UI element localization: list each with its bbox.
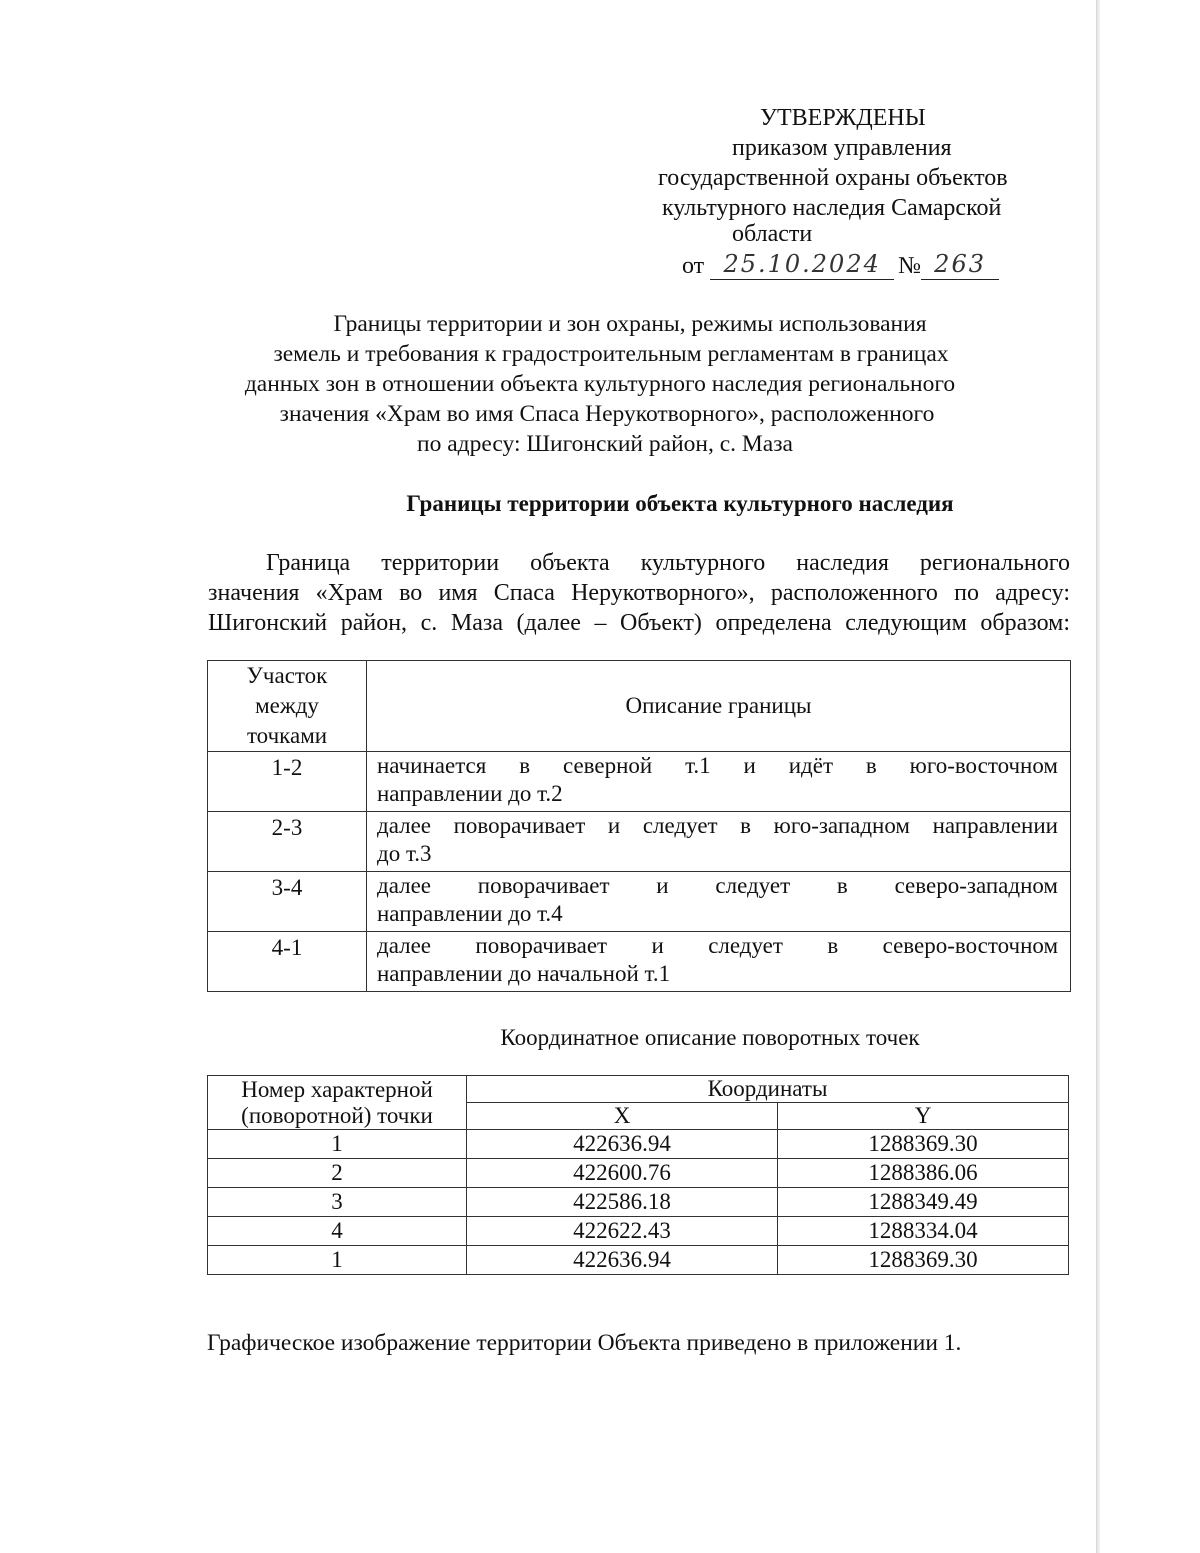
document-title <box>140 309 1160 459</box>
coordinates-caption: Координатное описание поворотных точек <box>500 1025 920 1050</box>
boundary-table <box>207 660 1071 992</box>
approval-title: УТВЕРЖДЕНЫ <box>760 105 926 131</box>
point-cell: 3 <box>208 1188 467 1217</box>
approval-line-4: области <box>732 221 813 247</box>
table-row <box>208 1159 1069 1188</box>
date-prefix: от <box>682 253 705 279</box>
table-row <box>208 932 1071 992</box>
segment-cell: 3-4 <box>208 872 367 932</box>
point-cell: 2 <box>208 1159 467 1188</box>
y-cell: 1288386.06 <box>778 1159 1069 1188</box>
approval-line-2: государственной охраны объектов <box>658 165 1008 191</box>
order-number-handwritten: 263 <box>921 250 999 280</box>
title-line-4: значения «Храм во имя Спаса Нерукотворного», расположенного <box>279 401 935 427</box>
description-cell: далее поворачивает и следует в северо-восточном направлении до начальной т.1 <box>367 932 1071 992</box>
title-line-5: по адресу: Шигонский район, с. Маза <box>417 431 793 457</box>
scan-edge-line <box>1096 0 1100 1553</box>
header-y: Y <box>778 1103 1069 1130</box>
description-cell: далее поворачивает и следует в юго-западном направлении до т.3 <box>367 812 1071 872</box>
title-line-1: Границы территории и зон охраны, режимы использования <box>333 311 927 337</box>
x-cell: 422636.94 <box>467 1130 778 1159</box>
description-cell: начинается в северной т.1 и идёт в юго-восточном направлении до т.2 <box>367 752 1071 812</box>
x-cell: 422600.76 <box>467 1159 778 1188</box>
x-cell: 422636.94 <box>467 1246 778 1275</box>
order-date-handwritten: 25.10.2024 <box>710 250 894 280</box>
x-cell: 422622.43 <box>467 1217 778 1246</box>
header-coordinates: Координаты <box>467 1076 1069 1103</box>
title-line-3: данных зон в отношении объекта культурного наследия регионального <box>244 371 956 397</box>
coordinates-table <box>207 1075 1069 1275</box>
y-cell: 1288369.30 <box>778 1246 1069 1275</box>
point-cell: 1 <box>208 1246 467 1275</box>
title-line-2: земель и требования к градостроительным регламентам в границах <box>273 341 949 367</box>
approval-line-1: приказом управления <box>732 135 952 161</box>
segment-cell: 2-3 <box>208 812 367 872</box>
point-cell: 4 <box>208 1217 467 1246</box>
header-x: X <box>467 1103 778 1130</box>
header-point-number: Номер характерной (поворотной) точки <box>208 1076 467 1130</box>
coordinates-header-row-1 <box>208 1076 1069 1103</box>
header-description: Описание границы <box>367 661 1071 752</box>
y-cell: 1288334.04 <box>778 1217 1069 1246</box>
approval-line-3: культурного наследия Самарской <box>662 195 1002 221</box>
table-row <box>208 1246 1069 1275</box>
segment-cell: 1-2 <box>208 752 367 812</box>
table-row <box>208 1130 1069 1159</box>
intro-line-1: Граница территории объекта культурного наследия регионального <box>266 550 1070 576</box>
table-row <box>208 1188 1069 1217</box>
header-segment: Участок между точками <box>208 661 367 752</box>
table-row <box>208 752 1071 812</box>
segment-cell: 4-1 <box>208 932 367 992</box>
intro-line-3: Шигонский район, с. Маза (далее – Объект) определена следующим образом: <box>208 610 1070 636</box>
table-row <box>208 1217 1069 1246</box>
order-date-number <box>682 250 999 280</box>
footer-text: Графическое изображение территории Объекта приведено в приложении 1. <box>207 1330 962 1356</box>
intro-line-2: значения «Храм во имя Спаса Нерукотворного», расположенного по адресу: <box>208 580 1070 606</box>
number-label: № <box>898 253 922 279</box>
y-cell: 1288369.30 <box>778 1130 1069 1159</box>
point-cell: 1 <box>208 1130 467 1159</box>
y-cell: 1288349.49 <box>778 1188 1069 1217</box>
boundary-table-header <box>208 661 1071 752</box>
section-heading: Границы территории объекта культурного наследия <box>406 491 954 516</box>
table-row <box>208 872 1071 932</box>
x-cell: 422586.18 <box>467 1188 778 1217</box>
description-cell: далее поворачивает и следует в северо-западном направлении до т.4 <box>367 872 1071 932</box>
table-row <box>208 812 1071 872</box>
intro-paragraph <box>208 548 1070 638</box>
